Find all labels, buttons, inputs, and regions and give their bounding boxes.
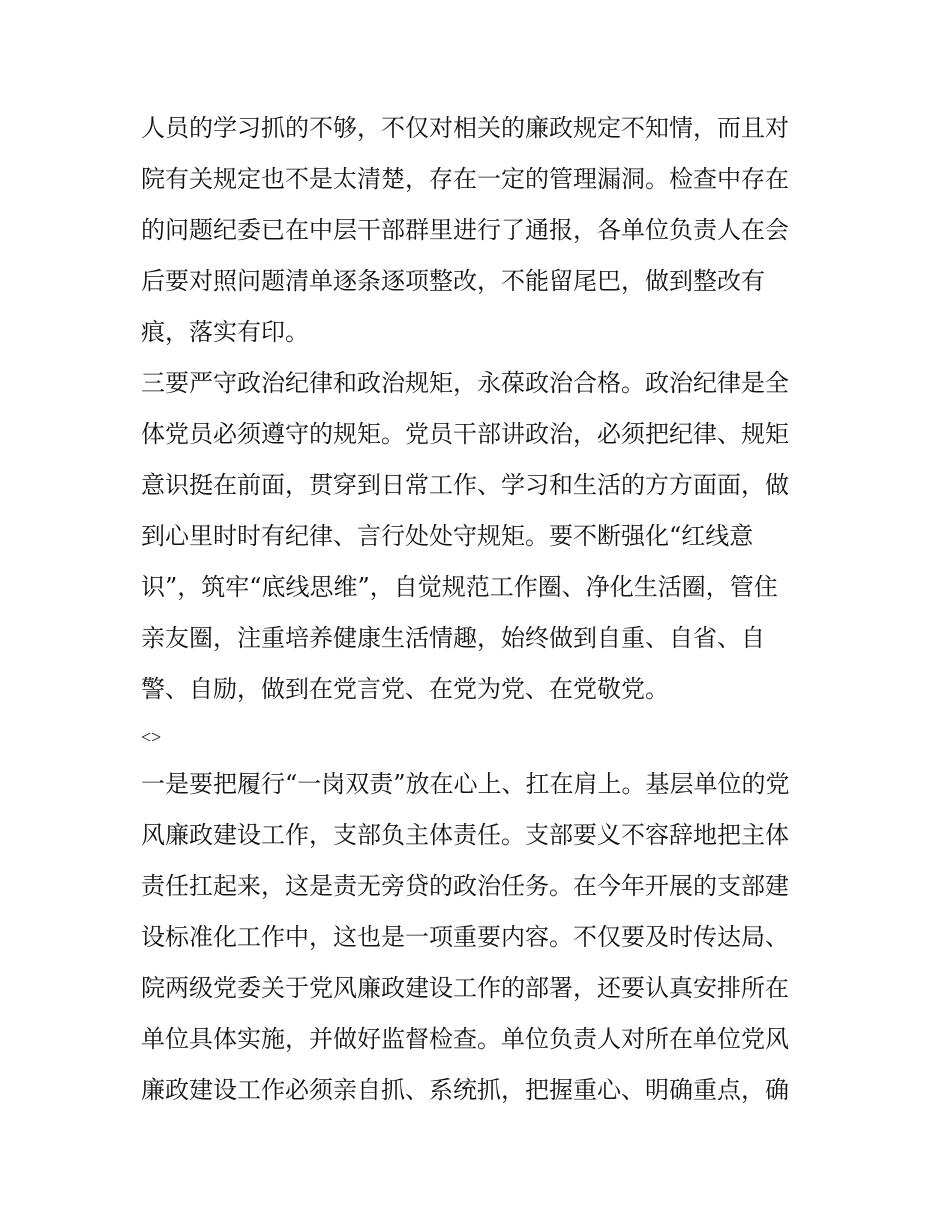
text-line: 痕，落实有印。 <box>141 318 309 346</box>
text-line: 到心里时时有纪律、言行处处守规矩。要不断强化“红线意 <box>141 522 754 550</box>
text-line: 意识挺在前面，贯穿到日常工作、学习和生活的方方面面，做 <box>141 471 789 499</box>
text-line: 风廉政建设工作，支部负主体责任。支部要义不容辞地把主体 <box>141 821 789 849</box>
text-line: 识”，筑牢“底线思维”，自觉规范工作圈、净化生活圈，管住 <box>141 573 778 601</box>
document-body <box>141 103 821 1116</box>
paragraph-2 <box>141 358 821 715</box>
text-line: 体党员必须遵守的规矩。党员干部讲政治，必须把纪律、规矩 <box>141 420 789 448</box>
text-line: 三要严守政治纪律和政治规矩，永葆政治合格。政治纪律是全 <box>141 369 789 397</box>
paragraph-3 <box>141 759 821 1116</box>
text-line: 的问题纪委已在中层干部群里进行了通报，各单位负责人在会 <box>141 216 789 244</box>
text-line: 一是要把履行“一岗双责”放在心上、扛在肩上。基层单位的党 <box>141 770 790 798</box>
text-line: 后要对照问题清单逐条逐项整改，不能留尾巴，做到整改有 <box>141 267 765 295</box>
text-line: 责任扛起来，这是责无旁贷的政治任务。在今年开展的支部建 <box>141 872 789 900</box>
text-line: 廉政建设工作必须亲自抓、系统抓，把握重心、明确重点，确 <box>141 1076 789 1104</box>
text-line: 单位具体实施，并做好监督检查。单位负责人对所在单位党风 <box>141 1025 789 1053</box>
text-line: 院两级党委关于党风廉政建设工作的部署，还要认真安排所在 <box>141 974 789 1002</box>
text-line: 设标准化工作中，这也是一项重要内容。不仅要及时传达局、 <box>141 923 789 951</box>
text-line: 人员的学习抓的不够，不仅对相关的廉政规定不知情，而且对 <box>141 114 789 142</box>
text-line: 院有关规定也不是太清楚，存在一定的管理漏洞。检查中存在 <box>141 165 789 193</box>
text-line: 亲友圈，注重培养健康生活情趣，始终做到自重、自省、自 <box>141 624 765 652</box>
section-marker: <> <box>141 727 162 747</box>
paragraph-1 <box>141 103 821 358</box>
text-line: 警、自励，做到在党言党、在党为党、在党敬党。 <box>141 675 669 703</box>
